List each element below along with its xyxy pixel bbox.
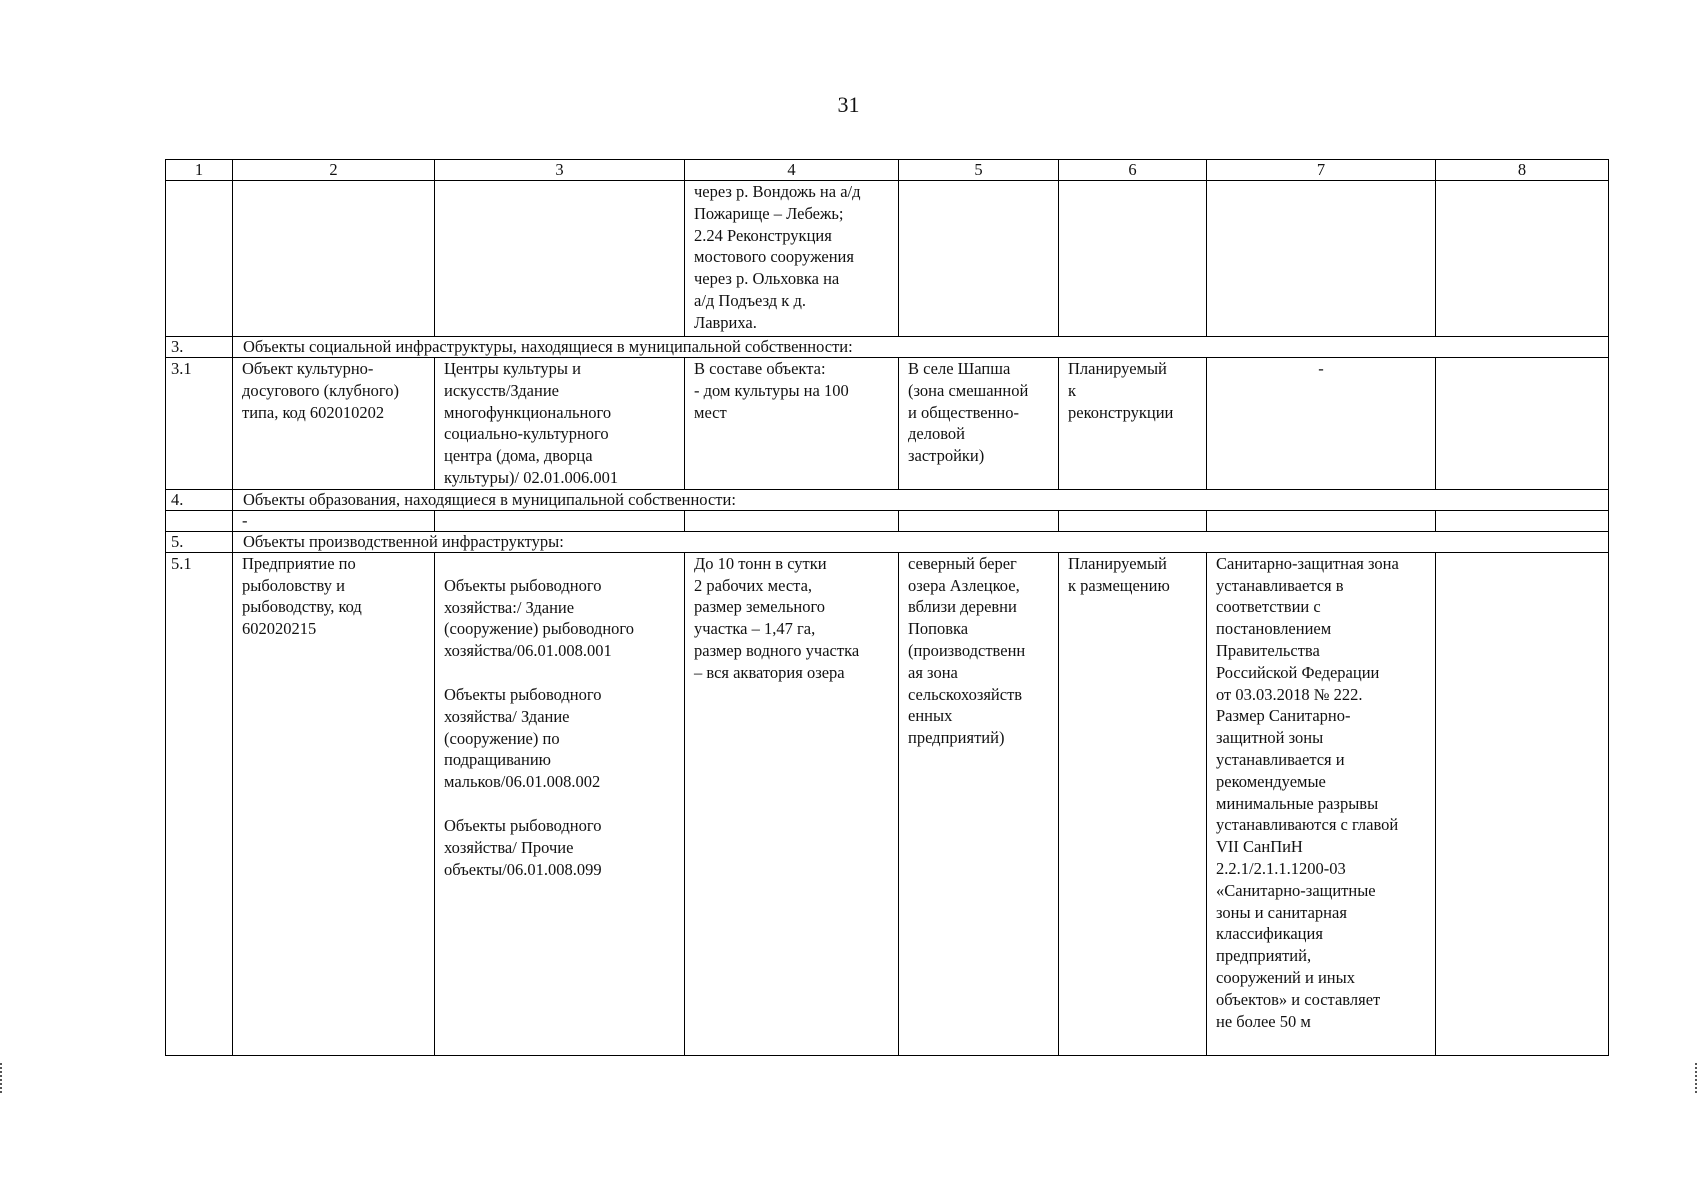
- object-location-cell: В селе Шапша (зона смешанной и общественно- деловой застройки): [899, 358, 1059, 490]
- header-cell: 4: [685, 160, 899, 181]
- object-status-cell: Планируемый к размещению: [1059, 552, 1207, 1055]
- page-number: 31: [837, 92, 860, 117]
- section-row-3: [166, 337, 1609, 358]
- object-type-block: Объекты рыбоводного хозяйства/ Прочие объекты/06.01.008.099: [444, 815, 602, 879]
- header-cell: 2: [233, 160, 435, 181]
- table-cell: [435, 181, 685, 337]
- header-cell: 8: [1436, 160, 1609, 181]
- object-status-cell: Планируемый к реконструкции: [1059, 358, 1207, 490]
- row-number: 3.1: [166, 358, 233, 490]
- table-cell: [1436, 181, 1609, 337]
- table-row-empty: [166, 510, 1609, 531]
- table-cell: [1207, 181, 1436, 337]
- table-cell: [233, 181, 435, 337]
- table-cell: [435, 510, 685, 531]
- continuation-description-cell: через р. Вондожь на а/д Пожарище – Лебежь; 2.24 Реконструкция мостового сооружения через р. Ольховка на а/д Подъезд к д. Лавриха.: [685, 181, 899, 337]
- table-cell: [899, 181, 1059, 337]
- object-name-cell: -: [233, 510, 435, 531]
- section-row-4: [166, 489, 1609, 510]
- zone-characteristics-cell: -: [1207, 358, 1436, 490]
- table-row-3-1: [166, 358, 1609, 490]
- object-name-cell: Предприятие по рыболовству и рыбоводству, код 602020215: [233, 552, 435, 1055]
- table-cell: [1436, 510, 1609, 531]
- header-cell: 5: [899, 160, 1059, 181]
- table-cell: [166, 510, 233, 531]
- object-type-cell: [435, 552, 685, 1055]
- object-type-cell: Центры культуры и искусств/Здание многофункционального социально-культурного центра (дома, дворца культуры)/ 02.01.006.001: [435, 358, 685, 490]
- header-cell: 3: [435, 160, 685, 181]
- object-name-cell: Объект культурно- досугового (клубного) типа, код 602010202: [233, 358, 435, 490]
- header-cell: 7: [1207, 160, 1436, 181]
- object-type-block: Объекты рыбоводного хозяйства:/ Здание (сооружение) рыбоводного хозяйства/06.01.008.001: [444, 575, 635, 661]
- planning-table: [165, 159, 1609, 1056]
- object-characteristics-cell: До 10 тонн в сутки 2 рабочих места, размер земельного участка – 1,47 га, размер водного участка – вся акватория озера: [685, 552, 899, 1055]
- table-cell: [1059, 181, 1207, 337]
- scan-edge-mark: [0, 1063, 6, 1093]
- object-characteristics-cell: В составе объекта: - дом культуры на 100 мест: [685, 358, 899, 490]
- table-row-5-1: [166, 552, 1609, 1055]
- table-cell: [1436, 552, 1609, 1055]
- table-cell: [899, 510, 1059, 531]
- table-cell: [1207, 510, 1436, 531]
- section-title: Объекты социальной инфраструктуры, находящиеся в муниципальной собственности:: [233, 337, 1609, 358]
- object-type-block: Объекты рыбоводного хозяйства/ Здание (сооружение) по подращиванию мальков/06.01.008.002: [444, 684, 602, 792]
- table-cell: [166, 181, 233, 337]
- table-cell: [1436, 358, 1609, 490]
- column-number-header-row: [166, 160, 1609, 181]
- zone-characteristics-cell: Санитарно-защитная зона устанавливается в соответствии с постановлением Правительства Российской Федерации от 03.03.2018 № 222. Размер Санитарно- защитной зоны устанавливается и рекомендуемые минимальные разрывы устанавливаются с главой VII СанПиН 2.2.1/2.1.1.1200-03 «Санитарно-защитные зоны и санитарная классификация предприятий, сооружений и иных объектов» и составляет не более 50 м: [1207, 552, 1436, 1055]
- section-title: Объекты образования, находящиеся в муниципальной собственности:: [233, 489, 1609, 510]
- row-number: 5.1: [166, 552, 233, 1055]
- section-number: 5.: [166, 531, 233, 552]
- section-number: 4.: [166, 489, 233, 510]
- table-cell: [685, 510, 899, 531]
- section-number: 3.: [166, 337, 233, 358]
- table-cell: [1059, 510, 1207, 531]
- scan-edge-mark: [1691, 1063, 1697, 1093]
- header-cell: 6: [1059, 160, 1207, 181]
- continuation-row: [166, 181, 1609, 337]
- section-row-5: [166, 531, 1609, 552]
- object-location-cell: северный берег озера Азлецкое, вблизи деревни Поповка (производственн ая зона сельскохозяйств енных предприятий): [899, 552, 1059, 1055]
- header-cell: 1: [166, 160, 233, 181]
- section-title: Объекты производственной инфраструктуры:: [233, 531, 1609, 552]
